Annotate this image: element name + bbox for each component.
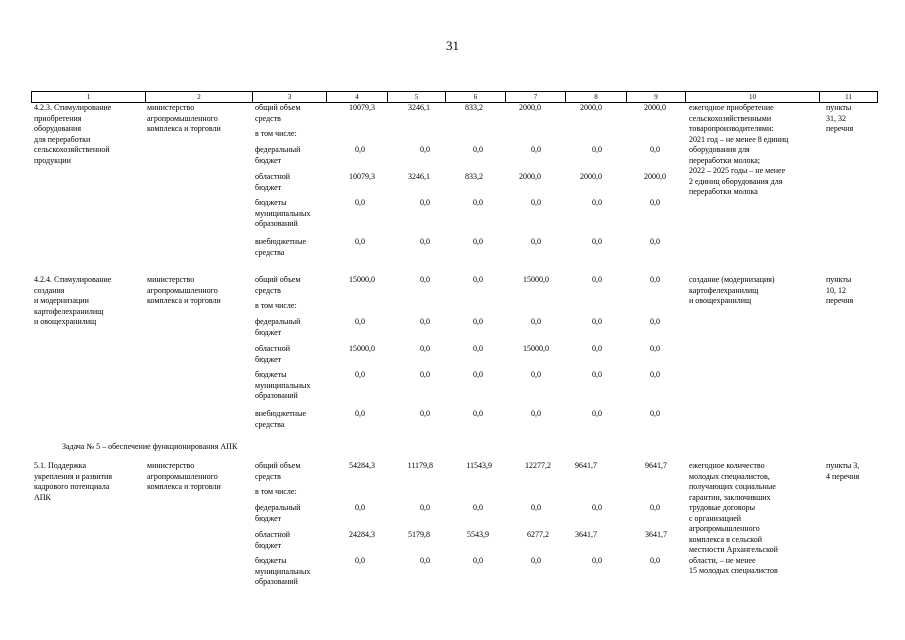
value-cell: 15000,0 (349, 275, 375, 284)
value-cell: 0,0 (473, 409, 483, 418)
list-points: пункты 31, 32 перечня (826, 103, 854, 133)
value-cell: 0,0 (531, 370, 541, 379)
value-cell: 0,0 (531, 556, 541, 565)
value-cell: 0,0 (473, 503, 483, 512)
value-cell: 0,0 (420, 198, 430, 207)
value-cell: 2000,0 (519, 172, 541, 181)
value-cell: 10079,3 (349, 172, 375, 181)
value-cell: 0,0 (531, 409, 541, 418)
value-cell: 0,0 (420, 344, 430, 353)
value-cell: 0,0 (420, 409, 430, 418)
column-header-9: 9 (626, 92, 685, 102)
column-header-11: 11 (819, 92, 878, 102)
list-points: пункты 3, 4 перечня (826, 461, 860, 481)
column-header-10: 10 (685, 92, 819, 102)
funding-label: федеральный бюджет (255, 503, 301, 523)
value-cell: 0,0 (420, 275, 430, 284)
value-cell: 0,0 (473, 275, 483, 284)
value-cell: 0,0 (592, 317, 602, 326)
value-cell: 0,0 (473, 344, 483, 353)
value-cell: 15000,0 (349, 344, 375, 353)
column-header-8: 8 (565, 92, 626, 102)
value-cell: 0,0 (531, 237, 541, 246)
value-cell: 0,0 (355, 237, 365, 246)
value-cell: 10079,3 (349, 103, 375, 112)
value-cell: 11179,8 (407, 461, 433, 470)
funding-label: федеральный бюджет (255, 145, 301, 165)
value-cell: 0,0 (355, 145, 365, 154)
value-cell: 0,0 (650, 409, 660, 418)
funding-label: внебюджетные средства (255, 409, 306, 429)
value-cell: 2000,0 (644, 103, 666, 112)
value-cell: 0,0 (473, 317, 483, 326)
column-header-4: 4 (326, 92, 387, 102)
value-cell: 0,0 (650, 237, 660, 246)
page-number: 31 (446, 38, 459, 53)
value-cell: 2000,0 (580, 172, 602, 181)
funding-label: общий объем средств (255, 103, 301, 123)
value-cell: 0,0 (592, 275, 602, 284)
value-cell: 0,0 (650, 503, 660, 512)
value-cell: 0,0 (420, 237, 430, 246)
value-cell: 0,0 (355, 317, 365, 326)
value-cell: 3641,7 (645, 530, 667, 539)
value-cell: 3641,7 (575, 530, 597, 539)
column-header-3: 3 (252, 92, 326, 102)
column-header-1: 1 (31, 92, 145, 102)
value-cell: 0,0 (473, 370, 483, 379)
value-cell: 0,0 (355, 198, 365, 207)
funding-label: федеральный бюджет (255, 317, 301, 337)
column-header-7: 7 (505, 92, 565, 102)
value-cell: 0,0 (420, 556, 430, 565)
task-heading: Задача № 5 – обеспечение функционирования АПК (62, 442, 238, 451)
column-header-5: 5 (387, 92, 445, 102)
value-cell: 0,0 (531, 503, 541, 512)
value-cell: 0,0 (650, 317, 660, 326)
value-cell: 12277,2 (525, 461, 551, 470)
value-cell: 24284,3 (349, 530, 375, 539)
value-cell: 54284,3 (349, 461, 375, 470)
value-cell: 0,0 (592, 198, 602, 207)
funding-label: внебюджетные средства (255, 237, 306, 257)
value-cell: 0,0 (592, 145, 602, 154)
funding-label: бюджеты муниципальных образований (255, 370, 311, 400)
value-cell: 0,0 (650, 275, 660, 284)
value-cell: 9641,7 (575, 461, 597, 470)
expected-result: ежегодное количество молодых специалистов, получающих социальные гарантии, заключивших трудовые договоры с организацией агропромышленного комплекса в сельской местности Архангельской области, – не менее 15 молодых специалистов (689, 461, 778, 575)
funding-label: общий объем средств (255, 275, 301, 295)
value-cell: 0,0 (420, 145, 430, 154)
funding-label: областной бюджет (255, 530, 291, 550)
value-cell: 0,0 (355, 370, 365, 379)
value-cell: 0,0 (355, 503, 365, 512)
value-cell: 3246,1 (408, 103, 430, 112)
value-cell: 15000,0 (523, 344, 549, 353)
value-cell: 0,0 (650, 370, 660, 379)
value-cell: 0,0 (420, 370, 430, 379)
value-cell: 0,0 (650, 145, 660, 154)
measure-name: 4.2.4. Стимулирование создания и модернизации картофелехранилищ и овощехранилищ (34, 275, 112, 326)
value-cell: 15000,0 (523, 275, 549, 284)
funding-label: областной бюджет (255, 172, 291, 192)
measure-name: 5.1. Поддержка укрепления и развития кадрового потенциала АПК (34, 461, 113, 502)
value-cell: 3246,1 (408, 172, 430, 181)
value-cell: 0,0 (531, 145, 541, 154)
value-cell: 0,0 (473, 556, 483, 565)
measure-name: 4.2.3. Стимулирование приобретения оборудования для переработки сельскохозяйственной продукции (34, 103, 112, 165)
funding-label: в том числе: (255, 129, 297, 138)
expected-result: создание (модернизация) картофелехранилищ и овощехранилищ (689, 275, 775, 305)
column-header-2: 2 (145, 92, 252, 102)
value-cell: 0,0 (592, 344, 602, 353)
value-cell: 0,0 (473, 145, 483, 154)
value-cell: 833,2 (465, 103, 483, 112)
funding-label: бюджеты муниципальных образований (255, 556, 311, 586)
funding-label: областной бюджет (255, 344, 291, 364)
value-cell: 2000,0 (519, 103, 541, 112)
column-header-6: 6 (445, 92, 505, 102)
funding-label: бюджеты муниципальных образований (255, 198, 311, 228)
value-cell: 5543,9 (467, 530, 489, 539)
value-cell: 0,0 (650, 556, 660, 565)
value-cell: 0,0 (650, 344, 660, 353)
value-cell: 833,2 (465, 172, 483, 181)
list-points: пункты 10, 12 перечня (826, 275, 854, 305)
value-cell: 0,0 (355, 556, 365, 565)
value-cell: 9641,7 (645, 461, 667, 470)
value-cell: 0,0 (592, 409, 602, 418)
table-header (31, 91, 878, 103)
value-cell: 5179,8 (408, 530, 430, 539)
value-cell: 0,0 (592, 503, 602, 512)
value-cell: 0,0 (592, 556, 602, 565)
expected-result: ежегодное приобретение сельскохозяйственными товаропроизводителями: 2021 год – не менее 8 единиц оборудования для переработки молока; 2022 – 2025 годы – не менее 2 единиц оборудования для переработки молока (689, 103, 789, 196)
funding-label: общий объем средств (255, 461, 301, 481)
value-cell: 0,0 (473, 237, 483, 246)
funding-label: в том числе: (255, 487, 297, 496)
value-cell: 0,0 (592, 370, 602, 379)
executor: министерство агропромышленного комплекса и торговли (147, 103, 221, 133)
value-cell: 6277,2 (527, 530, 549, 539)
value-cell: 11543,9 (466, 461, 492, 470)
value-cell: 0,0 (531, 198, 541, 207)
value-cell: 2000,0 (644, 172, 666, 181)
value-cell: 0,0 (531, 317, 541, 326)
value-cell: 0,0 (420, 317, 430, 326)
executor: министерство агропромышленного комплекса и торговли (147, 461, 221, 491)
funding-label: в том числе: (255, 301, 297, 310)
value-cell: 0,0 (592, 237, 602, 246)
value-cell: 0,0 (473, 198, 483, 207)
value-cell: 0,0 (420, 503, 430, 512)
executor: министерство агропромышленного комплекса и торговли (147, 275, 221, 305)
value-cell: 2000,0 (580, 103, 602, 112)
value-cell: 0,0 (650, 198, 660, 207)
value-cell: 0,0 (355, 409, 365, 418)
